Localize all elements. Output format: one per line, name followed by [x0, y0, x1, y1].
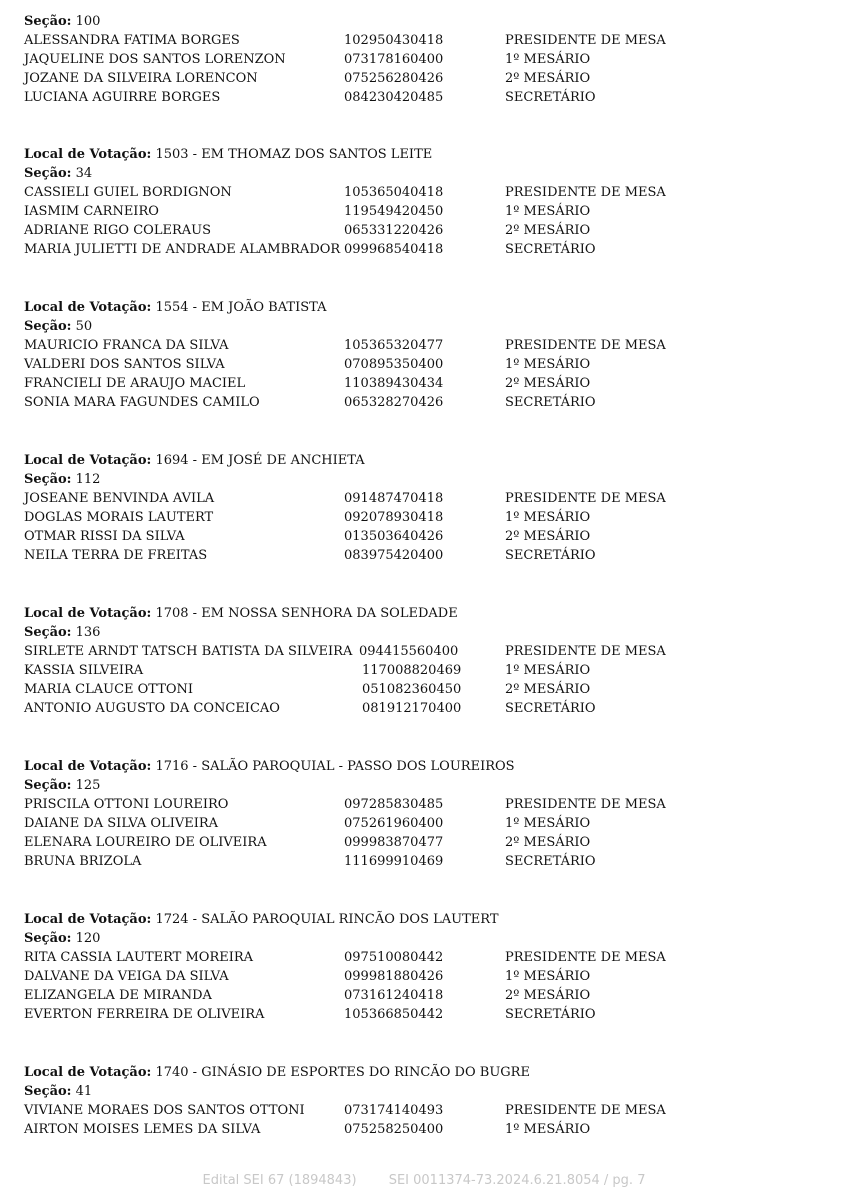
member-id-number: 105366850442: [344, 1007, 444, 1022]
member-row: [24, 1005, 834, 1024]
member-id-number: 070895350400: [344, 357, 444, 372]
member-row: [24, 527, 834, 546]
member-row: [24, 680, 834, 699]
member-id-number: 092078930418: [344, 510, 444, 525]
member-name: EVERTON FERREIRA DE OLIVEIRA: [24, 1007, 265, 1022]
member-row: [24, 240, 834, 259]
member-name: CASSIELI GUIEL BORDIGNON: [24, 185, 232, 200]
member-row: [24, 202, 834, 221]
member-id-number: 105365320477: [344, 338, 444, 353]
member-id-number: 111699910469: [344, 854, 444, 869]
member-row: [24, 1101, 834, 1120]
member-name: LUCIANA AGUIRRE BORGES: [24, 90, 221, 105]
member-id-number: 099981880426: [344, 969, 444, 984]
member-name: BRUNA BRIZOLA: [24, 854, 142, 869]
member-row: [24, 50, 834, 69]
section-label: Seção:: [24, 931, 72, 946]
member-row: [24, 508, 834, 527]
member-role: 2º MESÁRIO: [505, 71, 591, 86]
member-name: SONIA MARA FAGUNDES CAMILO: [24, 395, 260, 410]
member-name: MAURICIO FRANCA DA SILVA: [24, 338, 229, 353]
member-row: [24, 1120, 834, 1139]
polling-location-label: Local de Votação:: [24, 453, 152, 468]
member-role: PRESIDENTE DE MESA: [505, 338, 666, 353]
member-name: NEILA TERRA DE FREITAS: [24, 548, 208, 563]
member-role: 1º MESÁRIO: [505, 204, 591, 219]
member-role: PRESIDENTE DE MESA: [505, 185, 666, 200]
polling-section-block: [24, 12, 834, 107]
polling-section-block: [24, 910, 834, 1024]
section-number-value: 112: [75, 472, 101, 487]
member-name: ALESSANDRA FATIMA BORGES: [24, 33, 240, 48]
section-number-value: 120: [75, 931, 101, 946]
section-number-value: 41: [75, 1084, 93, 1099]
member-row: [24, 967, 834, 986]
section-number-header: [24, 623, 834, 642]
section-number-value: 136: [75, 625, 101, 640]
footer-document-ref: Edital SEI 67 (1894843): [202, 1173, 357, 1188]
member-id-number: 110389430434: [344, 376, 444, 391]
member-name: JOSEANE BENVINDA AVILA: [24, 491, 215, 506]
member-name: VALDERI DOS SANTOS SILVA: [24, 357, 225, 372]
member-role: PRESIDENTE DE MESA: [505, 1103, 666, 1118]
member-name: RITA CASSIA LAUTERT MOREIRA: [24, 950, 254, 965]
member-row: [24, 31, 834, 50]
footer-process-page: SEI 0011374-73.2024.6.21.8054 / pg. 7: [388, 1173, 646, 1188]
document-page: [24, 12, 834, 1178]
member-name: ADRIANE RIGO COLERAUS: [24, 223, 211, 238]
section-number-header: [24, 929, 834, 948]
member-name: KASSIA SILVEIRA: [24, 663, 144, 678]
member-role: PRESIDENTE DE MESA: [505, 33, 666, 48]
member-id-number: 073178160400: [344, 52, 444, 67]
polling-location-label: Local de Votação:: [24, 1065, 152, 1080]
section-number-header: [24, 317, 834, 336]
member-id-number: 084230420485: [344, 90, 444, 105]
member-role: SECRETÁRIO: [505, 701, 596, 716]
section-number-value: 50: [75, 319, 93, 334]
member-row: [24, 183, 834, 202]
member-row: [24, 852, 834, 871]
member-id-number: 117008820469: [362, 663, 462, 678]
member-name: DAIANE DA SILVA OLIVEIRA: [24, 816, 219, 831]
section-label: Seção:: [24, 166, 72, 181]
polling-location-header: [24, 298, 834, 317]
member-row: [24, 661, 834, 680]
member-role: 1º MESÁRIO: [505, 816, 591, 831]
polling-location-header: [24, 604, 834, 623]
member-row: [24, 948, 834, 967]
member-name: IASMIM CARNEIRO: [24, 204, 159, 219]
polling-section-block: [24, 145, 834, 259]
member-role: 2º MESÁRIO: [505, 682, 591, 697]
member-role: SECRETÁRIO: [505, 90, 596, 105]
member-id-number: 097285830485: [344, 797, 444, 812]
polling-location-label: Local de Votação:: [24, 300, 152, 315]
section-label: Seção:: [24, 625, 72, 640]
member-name: ANTONIO AUGUSTO DA CONCEICAO: [24, 701, 280, 716]
member-id-number: 091487470418: [344, 491, 444, 506]
polling-section-block: [24, 451, 834, 565]
member-name: DOGLAS MORAIS LAUTERT: [24, 510, 214, 525]
member-name: AIRTON MOISES LEMES DA SILVA: [24, 1122, 261, 1137]
member-role: 1º MESÁRIO: [505, 969, 591, 984]
polling-section-block: [24, 298, 834, 412]
polling-location-value: 1554 - EM JOÃO BATISTA: [155, 300, 327, 315]
section-label: Seção:: [24, 472, 72, 487]
member-role: PRESIDENTE DE MESA: [505, 644, 666, 659]
member-role: SECRETÁRIO: [505, 395, 596, 410]
member-id-number: 075256280426: [344, 71, 444, 86]
section-label: Seção:: [24, 778, 72, 793]
member-id-number: 051082360450: [362, 682, 462, 697]
section-number-header: [24, 1082, 834, 1101]
polling-location-value: 1716 - SALÃO PAROQUIAL - PASSO DOS LOUREIROS: [155, 759, 515, 774]
member-row: [24, 699, 834, 718]
member-row: [24, 833, 834, 852]
member-row: [24, 546, 834, 565]
member-row: [24, 355, 834, 374]
member-row: [24, 393, 834, 412]
member-row: [24, 642, 834, 661]
section-number-value: 34: [75, 166, 93, 181]
member-row: [24, 336, 834, 355]
polling-location-header: [24, 451, 834, 470]
member-id-number: 073161240418: [344, 988, 444, 1003]
member-id-number: 065328270426: [344, 395, 444, 410]
member-role: SECRETÁRIO: [505, 854, 596, 869]
member-row: [24, 489, 834, 508]
member-id-number: 105365040418: [344, 185, 444, 200]
member-name: JAQUELINE DOS SANTOS LORENZON: [24, 52, 286, 67]
member-name: SIRLETE ARNDT TATSCH BATISTA DA SILVEIRA: [24, 644, 353, 659]
member-row: [24, 221, 834, 240]
member-role: 2º MESÁRIO: [505, 223, 591, 238]
member-row: [24, 88, 834, 107]
member-role: SECRETÁRIO: [505, 548, 596, 563]
polling-location-label: Local de Votação:: [24, 606, 152, 621]
member-name: MARIA CLAUCE OTTONI: [24, 682, 194, 697]
section-number-header: [24, 470, 834, 489]
member-id-number: 099968540418: [344, 242, 444, 257]
polling-location-label: Local de Votação:: [24, 147, 152, 162]
member-row: [24, 814, 834, 833]
member-id-number: 097510080442: [344, 950, 444, 965]
member-id-number: 013503640426: [344, 529, 444, 544]
member-id-number: 102950430418: [344, 33, 444, 48]
section-number-header: [24, 164, 834, 183]
member-role: 1º MESÁRIO: [505, 510, 591, 525]
member-id-number: 094415560400: [359, 644, 459, 659]
section-number-header: [24, 776, 834, 795]
member-role: 1º MESÁRIO: [505, 52, 591, 67]
member-role: SECRETÁRIO: [505, 242, 596, 257]
member-role: 2º MESÁRIO: [505, 529, 591, 544]
member-role: 2º MESÁRIO: [505, 835, 591, 850]
member-name: JOZANE DA SILVEIRA LORENCON: [24, 71, 258, 86]
member-name: MARIA JULIETTI DE ANDRADE ALAMBRADOR: [24, 242, 341, 257]
section-label: Seção:: [24, 14, 72, 29]
member-id-number: 083975420400: [344, 548, 444, 563]
member-role: PRESIDENTE DE MESA: [505, 797, 666, 812]
polling-location-value: 1503 - EM THOMAZ DOS SANTOS LEITE: [155, 147, 433, 162]
member-row: [24, 795, 834, 814]
member-role: PRESIDENTE DE MESA: [505, 491, 666, 506]
member-row: [24, 374, 834, 393]
section-number-value: 100: [75, 14, 101, 29]
member-id-number: 075261960400: [344, 816, 444, 831]
member-role: PRESIDENTE DE MESA: [505, 950, 666, 965]
polling-location-label: Local de Votação:: [24, 759, 152, 774]
member-name: DALVANE DA VEIGA DA SILVA: [24, 969, 229, 984]
polling-location-value: 1694 - EM JOSÉ DE ANCHIETA: [155, 453, 365, 468]
section-label: Seção:: [24, 319, 72, 334]
polling-location-header: [24, 910, 834, 929]
member-id-number: 075258250400: [344, 1122, 444, 1137]
member-name: ELIZANGELA DE MIRANDA: [24, 988, 212, 1003]
member-name: ELENARA LOUREIRO DE OLIVEIRA: [24, 835, 267, 850]
polling-location-value: 1740 - GINÁSIO DE ESPORTES DO RINCÃO DO BUGRE: [155, 1065, 530, 1080]
polling-section-block: [24, 604, 834, 718]
member-name: PRISCILA OTTONI LOUREIRO: [24, 797, 229, 812]
polling-location-label: Local de Votação:: [24, 912, 152, 927]
polling-location-header: [24, 757, 834, 776]
section-label: Seção:: [24, 1084, 72, 1099]
polling-section-block: [24, 757, 834, 871]
member-role: 1º MESÁRIO: [505, 357, 591, 372]
section-number-value: 125: [75, 778, 101, 793]
member-role: 2º MESÁRIO: [505, 376, 591, 391]
member-id-number: 099983870477: [344, 835, 444, 850]
page-footer: [0, 1171, 848, 1190]
polling-location-value: 1724 - SALÃO PAROQUIAL RINCÃO DOS LAUTERT: [155, 912, 499, 927]
member-name: FRANCIELI DE ARAUJO MACIEL: [24, 376, 246, 391]
polling-section-block: [24, 1063, 834, 1139]
member-id-number: 065331220426: [344, 223, 444, 238]
member-name: VIVIANE MORAES DOS SANTOS OTTONI: [24, 1103, 305, 1118]
polling-location-value: 1708 - EM NOSSA SENHORA DA SOLEDADE: [155, 606, 458, 621]
polling-location-header: [24, 145, 834, 164]
member-id-number: 081912170400: [362, 701, 462, 716]
member-role: 1º MESÁRIO: [505, 1122, 591, 1137]
member-role: SECRETÁRIO: [505, 1007, 596, 1022]
member-name: OTMAR RISSI DA SILVA: [24, 529, 185, 544]
member-id-number: 073174140493: [344, 1103, 444, 1118]
section-number-header: [24, 12, 834, 31]
member-role: 2º MESÁRIO: [505, 988, 591, 1003]
member-row: [24, 69, 834, 88]
polling-location-header: [24, 1063, 834, 1082]
member-id-number: 119549420450: [344, 204, 444, 219]
member-row: [24, 986, 834, 1005]
member-role: 1º MESÁRIO: [505, 663, 591, 678]
